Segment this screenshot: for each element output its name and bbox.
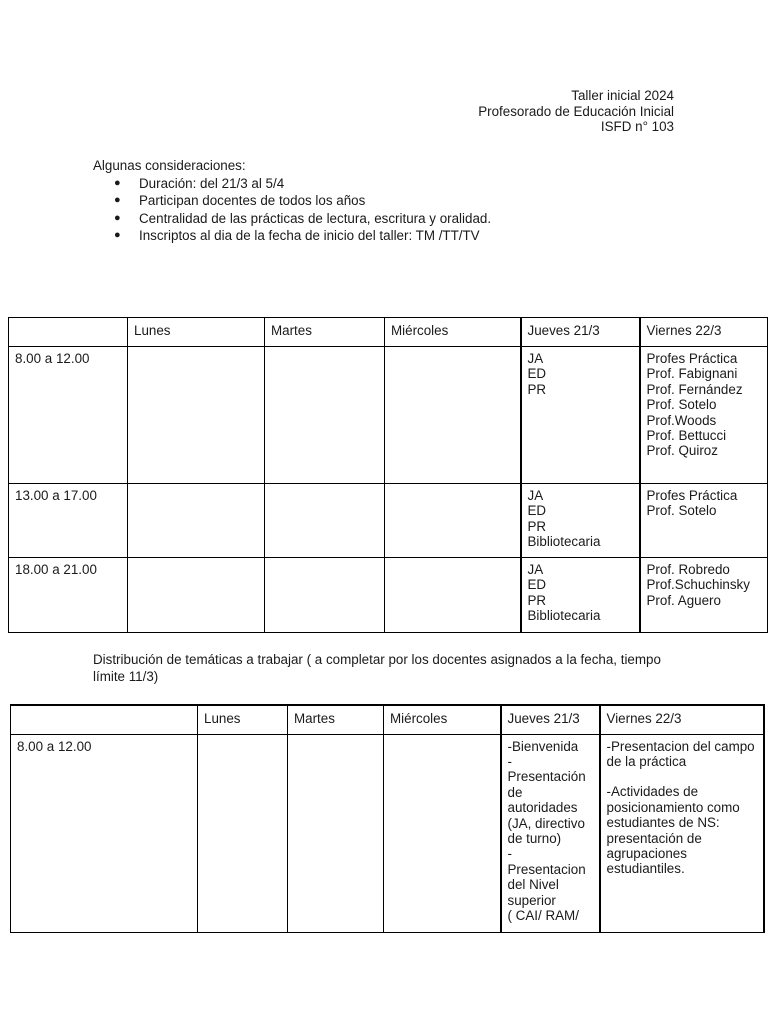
table-cell: [265, 347, 385, 484]
viernes-paragraph: -Presentacion del campo de la práctica: [606, 738, 755, 769]
header-institute: ISFD n° 103: [600, 119, 674, 135]
list-item: ● Inscriptos al dia de la fecha de inicio del taller: TM /TT/TV: [114, 228, 480, 243]
jueves-cell: JA ED PR Bibliotecaria: [521, 484, 640, 558]
table-cell: [385, 484, 521, 558]
jueves-cell: -Bienvenida - Presentación de autoridades (JA, directivo de turno) - Presentacion del Nivel superior ( CAI/ RAM/: [501, 734, 600, 932]
header-cell: Viernes 22/3: [640, 318, 768, 347]
table-cell: [385, 558, 521, 633]
table-cell: [265, 558, 385, 633]
time-cell: 13.00 a 17.00: [9, 484, 128, 558]
header-cell: Martes: [288, 705, 384, 734]
list-item: ● Participan docentes de todos los años: [114, 193, 366, 208]
header-program: Profesorado de Educación Inicial: [478, 103, 674, 119]
header-cell: Martes: [265, 318, 385, 347]
time-cell: 8.00 a 12.00: [9, 347, 128, 484]
header-workshop-title: Taller inicial 2024: [571, 88, 674, 103]
viernes-paragraph: -Actividades de posicionamiento como estudiantes de NS: presentación de agrupaciones estudiantiles.: [606, 784, 740, 877]
header-cell: [11, 705, 198, 734]
considerations-title: Algunas consideraciones:: [93, 158, 246, 173]
table-cell: [128, 484, 265, 558]
schedule-table-assignments: [8, 317, 768, 633]
table-cell: [198, 734, 288, 932]
table-cell: [128, 347, 265, 484]
list-item: ● Centralidad de las prácticas de lectura, escritura y oralidad.: [114, 210, 492, 226]
table-row: [9, 347, 768, 484]
distribution-note: Distribución de temáticas a trabajar ( a completar por los docentes asignados a la fecha, tiempo límite 11/3): [93, 652, 661, 684]
table-cell: [385, 347, 521, 484]
header-cell: Miércoles: [385, 318, 521, 347]
bullet-icon: ●: [114, 194, 121, 206]
table-header-row: [11, 705, 764, 734]
header-cell: Jueves 21/3: [521, 318, 640, 347]
header-cell: Lunes: [198, 705, 288, 734]
jueves-cell: JA ED PR Bibliotecaria: [521, 558, 640, 633]
header-cell: Viernes 22/3: [600, 705, 764, 734]
table-header-row: [9, 318, 768, 347]
table-cell: [288, 734, 384, 932]
jueves-cell: JA ED PR: [521, 347, 640, 484]
table-cell: [128, 558, 265, 633]
time-cell: 18.00 a 21.00: [9, 558, 128, 633]
header-cell: Jueves 21/3: [501, 705, 600, 734]
table-cell: [265, 484, 385, 558]
viernes-cell: Profes Práctica Prof. Fabignani Prof. Fernández Prof. Sotelo Prof.Woods Prof. Bettucci Prof. Quiroz: [640, 347, 768, 484]
considerations-section: [93, 157, 491, 245]
viernes-cell: [600, 734, 764, 932]
bullet-icon: ●: [114, 211, 121, 224]
viernes-cell: Profes Práctica Prof. Sotelo: [640, 484, 768, 558]
table-row: [9, 558, 768, 633]
header-cell: Lunes: [128, 318, 265, 347]
schedule-table-topics: [10, 704, 765, 933]
table-cell: [384, 734, 501, 932]
list-item: ● Duración: del 21/3 al 5/4: [114, 175, 285, 191]
bullet-icon: ●: [114, 229, 121, 241]
document-header: [478, 88, 674, 135]
header-cell: Miércoles: [384, 705, 501, 734]
table-row: [11, 734, 764, 932]
time-cell: 8.00 a 12.00: [11, 734, 198, 932]
table-row: [9, 484, 768, 558]
considerations-list: [93, 175, 491, 245]
header-cell: [9, 318, 128, 347]
viernes-cell: Prof. Robredo Prof.Schuchinsky Prof. Aguero: [640, 558, 768, 633]
bullet-icon: ●: [114, 176, 121, 189]
